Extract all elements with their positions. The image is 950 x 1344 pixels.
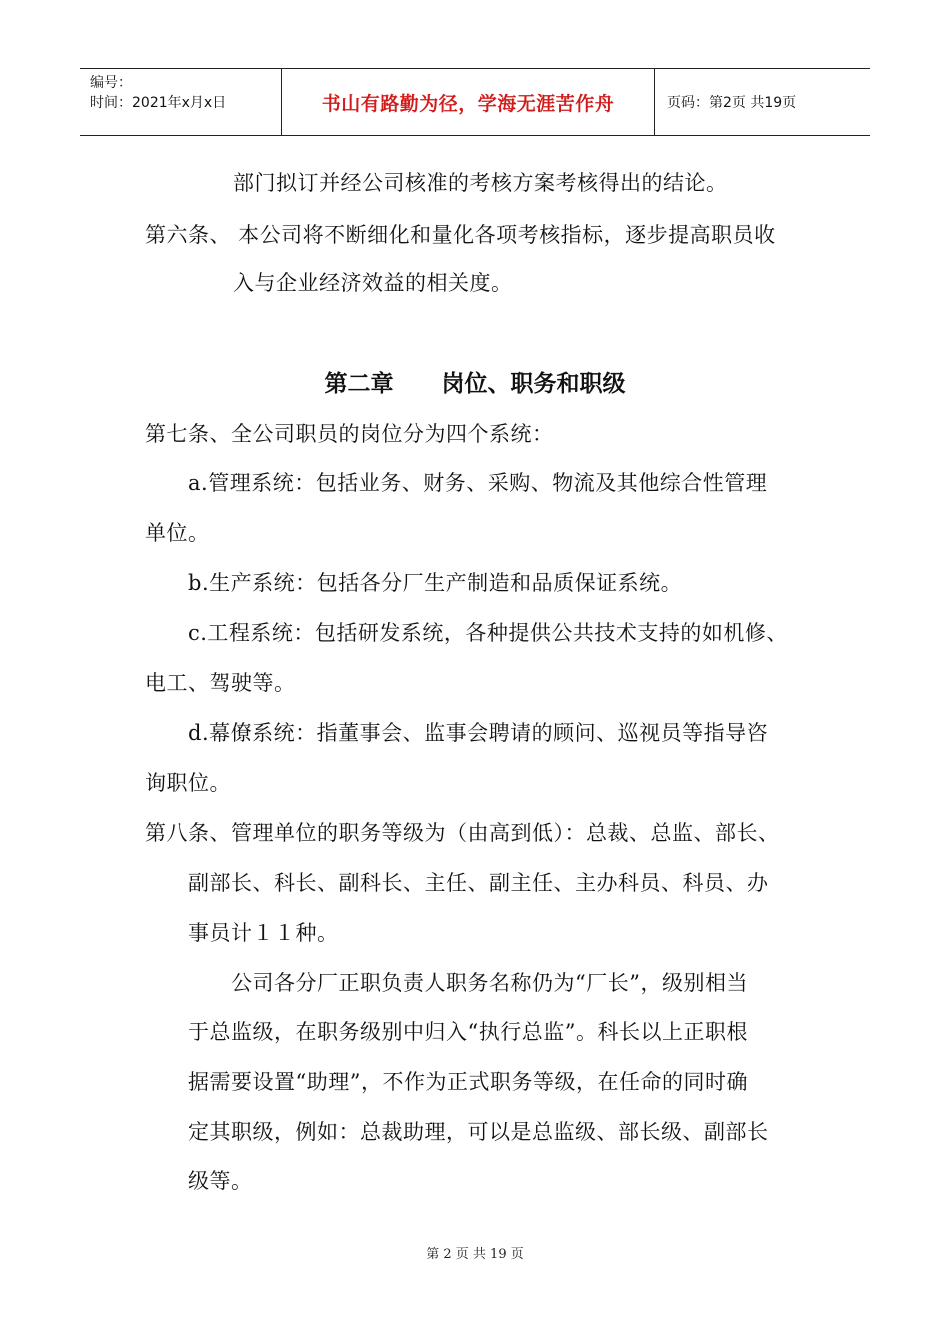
header-motto: 书山有路勤为径，学海无涯苦作舟 <box>281 69 655 135</box>
list-item-c: c.工程系统：包括研发系统，各种提供公共技术支持的如机修、 <box>188 621 788 645</box>
paragraph-line: 据需要设置“助理”，不作为正式职务等级，在任命的同时确 <box>188 1070 748 1094</box>
paragraph-line: 级等。 <box>188 1169 253 1193</box>
paragraph-line: 于总监级，在职务级别中归入“执行总监”。科长以上正职根 <box>188 1020 748 1044</box>
paragraph-line: 部门拟订并经公司核准的考核方案考核得出的结论。 <box>233 171 728 195</box>
list-item-c-cont: 电工、驾驶等。 <box>145 671 296 695</box>
article-6-line: 第六条、 本公司将不断细化和量化各项考核指标，逐步提高职员收 <box>145 223 776 247</box>
list-item-d-cont: 询职位。 <box>145 771 231 795</box>
paragraph-line: 事员计１１种。 <box>188 921 339 945</box>
list-item-d: d.幕僚系统：指董事会、监事会聘请的顾问、巡视员等指导咨 <box>188 721 769 745</box>
paragraph-line: 定其职级，例如：总裁助理，可以是总监级、部长级、副部长 <box>188 1120 769 1144</box>
page-footer: 第 2 页 共 19 页 <box>426 1247 524 1262</box>
paragraph-line: 副部长、科长、副科长、主任、副主任、主办科员、科员、办 <box>188 871 769 895</box>
header-meta <box>80 69 281 135</box>
article-8-line: 第八条、管理单位的职务等级为（由高到低）：总裁、总监、部长、 <box>145 821 780 845</box>
list-item-a-cont: 单位。 <box>145 521 210 545</box>
header-page-info: 页码：第2页 共19页 <box>667 95 797 111</box>
list-item-a: a.管理系统：包括业务、财务、采购、物流及其他综合性管理 <box>188 471 768 495</box>
chapter-title: 第二章 岗位、职务和职级 <box>324 371 626 397</box>
article-7-line: 第七条、全公司职员的岗位分为四个系统： <box>145 422 554 446</box>
paragraph-line: 公司各分厂正职负责人职务名称仍为“厂长”，级别相当 <box>231 971 748 995</box>
document-time-label: 时间：2021年x月x日 <box>90 95 227 111</box>
document-number-label: 编号： <box>90 75 132 91</box>
list-item-b: b.生产系统：包括各分厂生产制造和品质保证系统。 <box>188 571 683 595</box>
document-header <box>80 68 870 136</box>
paragraph-line: 入与企业经济效益的相关度。 <box>233 271 513 295</box>
